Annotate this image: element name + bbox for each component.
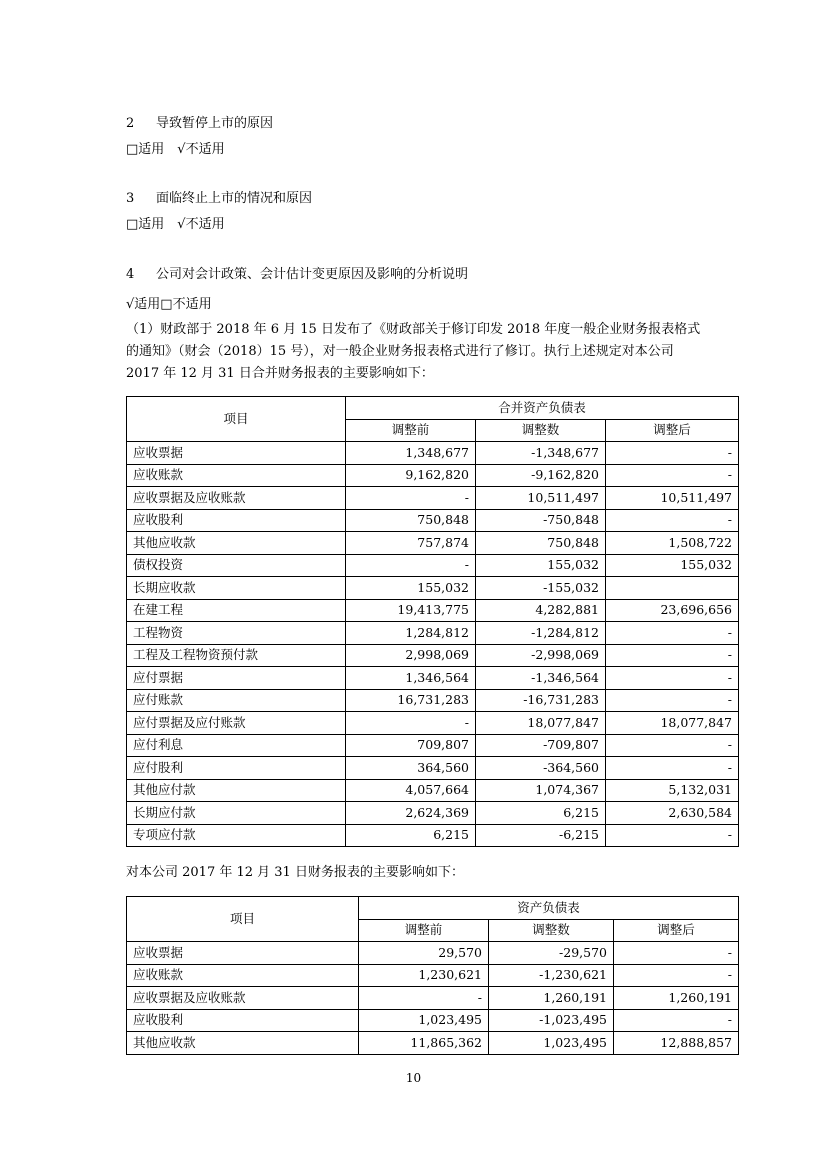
row-item-cell: 专项应付款 <box>127 824 346 847</box>
item-header: 项目 <box>127 897 359 942</box>
row-item-cell: 在建工程 <box>127 599 346 622</box>
row-after-cell: - <box>606 509 739 532</box>
row-before-cell: 155,032 <box>346 577 476 600</box>
row-adjust-cell: 155,032 <box>476 554 606 577</box>
row-adjust-cell: 18,077,847 <box>476 712 606 735</box>
row-before-cell: - <box>346 487 476 510</box>
row-adjust-cell: 6,215 <box>476 802 606 825</box>
section-number: 2 <box>126 116 135 131</box>
row-before-cell: 11,865,362 <box>359 1032 489 1055</box>
row-before-cell: 709,807 <box>346 734 476 757</box>
table-header-row <box>127 397 739 420</box>
row-after-cell: - <box>606 622 739 645</box>
row-adjust-cell: -1,346,564 <box>476 667 606 690</box>
row-item-cell: 应收账款 <box>127 964 359 987</box>
row-item-cell: 应收票据 <box>127 942 359 965</box>
row-item-cell: 工程及工程物资预付款 <box>127 644 346 667</box>
section-3-applicability: □适用 √不适用 <box>126 217 225 232</box>
section-4-heading <box>126 267 468 283</box>
row-item-cell: 应付票据及应付账款 <box>127 712 346 735</box>
row-adjust-cell: 1,260,191 <box>489 987 614 1010</box>
row-adjust-cell: 1,074,367 <box>476 779 606 802</box>
section-2-applicability: □适用 √不适用 <box>126 142 225 157</box>
table-row <box>127 622 739 645</box>
row-adjust-cell: 1,023,495 <box>489 1032 614 1055</box>
col-header-after: 调整后 <box>606 419 739 442</box>
table-row <box>127 987 739 1010</box>
paragraph-1-line-3: 2017 年 12 月 31 日合并财务报表的主要影响如下： <box>126 366 434 381</box>
table-row <box>127 442 739 465</box>
row-before-cell: 2,624,369 <box>346 802 476 825</box>
row-before-cell: 6,215 <box>346 824 476 847</box>
row-after-cell: 5,132,031 <box>606 779 739 802</box>
row-before-cell: 19,413,775 <box>346 599 476 622</box>
row-adjust-cell: -2,998,069 <box>476 644 606 667</box>
table-header-row <box>127 897 739 920</box>
paragraph-1-line-2: 的通知》（财会（2018）15 号），对一般企业财务报表格式进行了修订。执行上述规定对本公司 <box>126 344 674 359</box>
table-row <box>127 1009 739 1032</box>
row-after-cell <box>606 577 739 600</box>
row-item-cell: 应收账款 <box>127 464 346 487</box>
table-row <box>127 554 739 577</box>
row-after-cell: 12,888,857 <box>614 1032 739 1055</box>
table-row <box>127 942 739 965</box>
page-number: 10 <box>405 1071 422 1085</box>
row-item-cell: 其他应收款 <box>127 1032 359 1055</box>
row-adjust-cell: -709,807 <box>476 734 606 757</box>
row-item-cell: 应付股利 <box>127 757 346 780</box>
row-before-cell: 1,230,621 <box>359 964 489 987</box>
table-row <box>127 964 739 987</box>
table-row <box>127 644 739 667</box>
paragraph-1-line-1: （1）财政部于 2018 年 6 月 15 日发布了《财政部关于修订印发 2018 年度一般企业财务报表格式 <box>126 322 701 337</box>
row-adjust-cell: -364,560 <box>476 757 606 780</box>
row-item-cell: 债权投资 <box>127 554 346 577</box>
row-adjust-cell: 750,848 <box>476 532 606 555</box>
consolidated-balance-sheet-table <box>126 396 739 847</box>
table-row <box>127 734 739 757</box>
section-title: 面临终止上市的情况和原因 <box>156 191 313 206</box>
row-after-cell: - <box>606 689 739 712</box>
row-adjust-cell: -1,023,495 <box>489 1009 614 1032</box>
item-header: 项目 <box>127 397 346 442</box>
table-row <box>127 779 739 802</box>
row-item-cell: 应付票据 <box>127 667 346 690</box>
row-after-cell: - <box>606 734 739 757</box>
section-4-applicability: √适用□不适用 <box>126 297 212 312</box>
col-header-adjust: 调整数 <box>489 919 614 942</box>
row-before-cell: 1,346,564 <box>346 667 476 690</box>
row-before-cell: 9,162,820 <box>346 464 476 487</box>
section-number: 3 <box>126 191 135 206</box>
row-item-cell: 长期应付款 <box>127 802 346 825</box>
row-after-cell: 1,508,722 <box>606 532 739 555</box>
section-number: 4 <box>126 267 135 282</box>
row-before-cell: 2,998,069 <box>346 644 476 667</box>
row-item-cell: 应付账款 <box>127 689 346 712</box>
section-title: 导致暂停上市的原因 <box>156 116 274 131</box>
table-row <box>127 599 739 622</box>
row-item-cell: 应收票据及应收账款 <box>127 487 346 510</box>
row-before-cell: 1,348,677 <box>346 442 476 465</box>
row-after-cell: - <box>606 464 739 487</box>
col-header-before: 调整前 <box>346 419 476 442</box>
row-before-cell: 1,284,812 <box>346 622 476 645</box>
table-row <box>127 577 739 600</box>
row-adjust-cell: -16,731,283 <box>476 689 606 712</box>
row-adjust-cell: -1,230,621 <box>489 964 614 987</box>
row-item-cell: 应收票据 <box>127 442 346 465</box>
row-before-cell: 364,560 <box>346 757 476 780</box>
col-header-adjust: 调整数 <box>476 419 606 442</box>
row-after-cell: - <box>606 757 739 780</box>
table-row <box>127 712 739 735</box>
row-item-cell: 长期应收款 <box>127 577 346 600</box>
table-row <box>127 689 739 712</box>
row-item-cell: 其他应收款 <box>127 532 346 555</box>
row-after-cell: - <box>606 667 739 690</box>
table-row <box>127 757 739 780</box>
row-before-cell: - <box>359 987 489 1010</box>
row-item-cell: 应收股利 <box>127 509 346 532</box>
row-before-cell: 4,057,664 <box>346 779 476 802</box>
row-after-cell: 10,511,497 <box>606 487 739 510</box>
table-row <box>127 532 739 555</box>
row-item-cell: 应收票据及应收账款 <box>127 987 359 1010</box>
table-row <box>127 667 739 690</box>
row-after-cell: 18,077,847 <box>606 712 739 735</box>
balance-sheet-table <box>126 896 739 1055</box>
row-after-cell: - <box>614 964 739 987</box>
row-after-cell: 2,630,584 <box>606 802 739 825</box>
row-item-cell: 应付利息 <box>127 734 346 757</box>
table-row <box>127 464 739 487</box>
row-before-cell: 1,023,495 <box>359 1009 489 1032</box>
section-3-heading <box>126 191 312 207</box>
row-before-cell: - <box>346 712 476 735</box>
table-row <box>127 824 739 847</box>
row-before-cell: 16,731,283 <box>346 689 476 712</box>
row-adjust-cell: -750,848 <box>476 509 606 532</box>
row-adjust-cell: 10,511,497 <box>476 487 606 510</box>
row-after-cell: - <box>606 442 739 465</box>
table-row <box>127 1032 739 1055</box>
group-header: 资产负债表 <box>359 897 739 920</box>
row-adjust-cell: 4,282,881 <box>476 599 606 622</box>
row-after-cell: - <box>606 824 739 847</box>
row-before-cell: - <box>346 554 476 577</box>
table-row <box>127 509 739 532</box>
table-row <box>127 802 739 825</box>
row-before-cell: 750,848 <box>346 509 476 532</box>
row-after-cell: - <box>606 644 739 667</box>
row-after-cell: - <box>614 1009 739 1032</box>
row-item-cell: 工程物资 <box>127 622 346 645</box>
row-adjust-cell: -1,284,812 <box>476 622 606 645</box>
row-adjust-cell: -1,348,677 <box>476 442 606 465</box>
row-adjust-cell: -6,215 <box>476 824 606 847</box>
row-after-cell: 155,032 <box>606 554 739 577</box>
col-header-before: 调整前 <box>359 919 489 942</box>
row-adjust-cell: -9,162,820 <box>476 464 606 487</box>
section-title: 公司对会计政策、会计估计变更原因及影响的分析说明 <box>156 267 469 282</box>
paragraph-2: 对本公司 2017 年 12 月 31 日财务报表的主要影响如下： <box>126 865 464 880</box>
row-adjust-cell: -29,570 <box>489 942 614 965</box>
row-before-cell: 29,570 <box>359 942 489 965</box>
row-after-cell: - <box>614 942 739 965</box>
row-after-cell: 23,696,656 <box>606 599 739 622</box>
row-adjust-cell: -155,032 <box>476 577 606 600</box>
section-2-heading <box>126 116 273 132</box>
group-header: 合并资产负债表 <box>346 397 739 420</box>
row-item-cell: 应收股利 <box>127 1009 359 1032</box>
row-item-cell: 其他应付款 <box>127 779 346 802</box>
row-after-cell: 1,260,191 <box>614 987 739 1010</box>
col-header-after: 调整后 <box>614 919 739 942</box>
row-before-cell: 757,874 <box>346 532 476 555</box>
table-row <box>127 487 739 510</box>
